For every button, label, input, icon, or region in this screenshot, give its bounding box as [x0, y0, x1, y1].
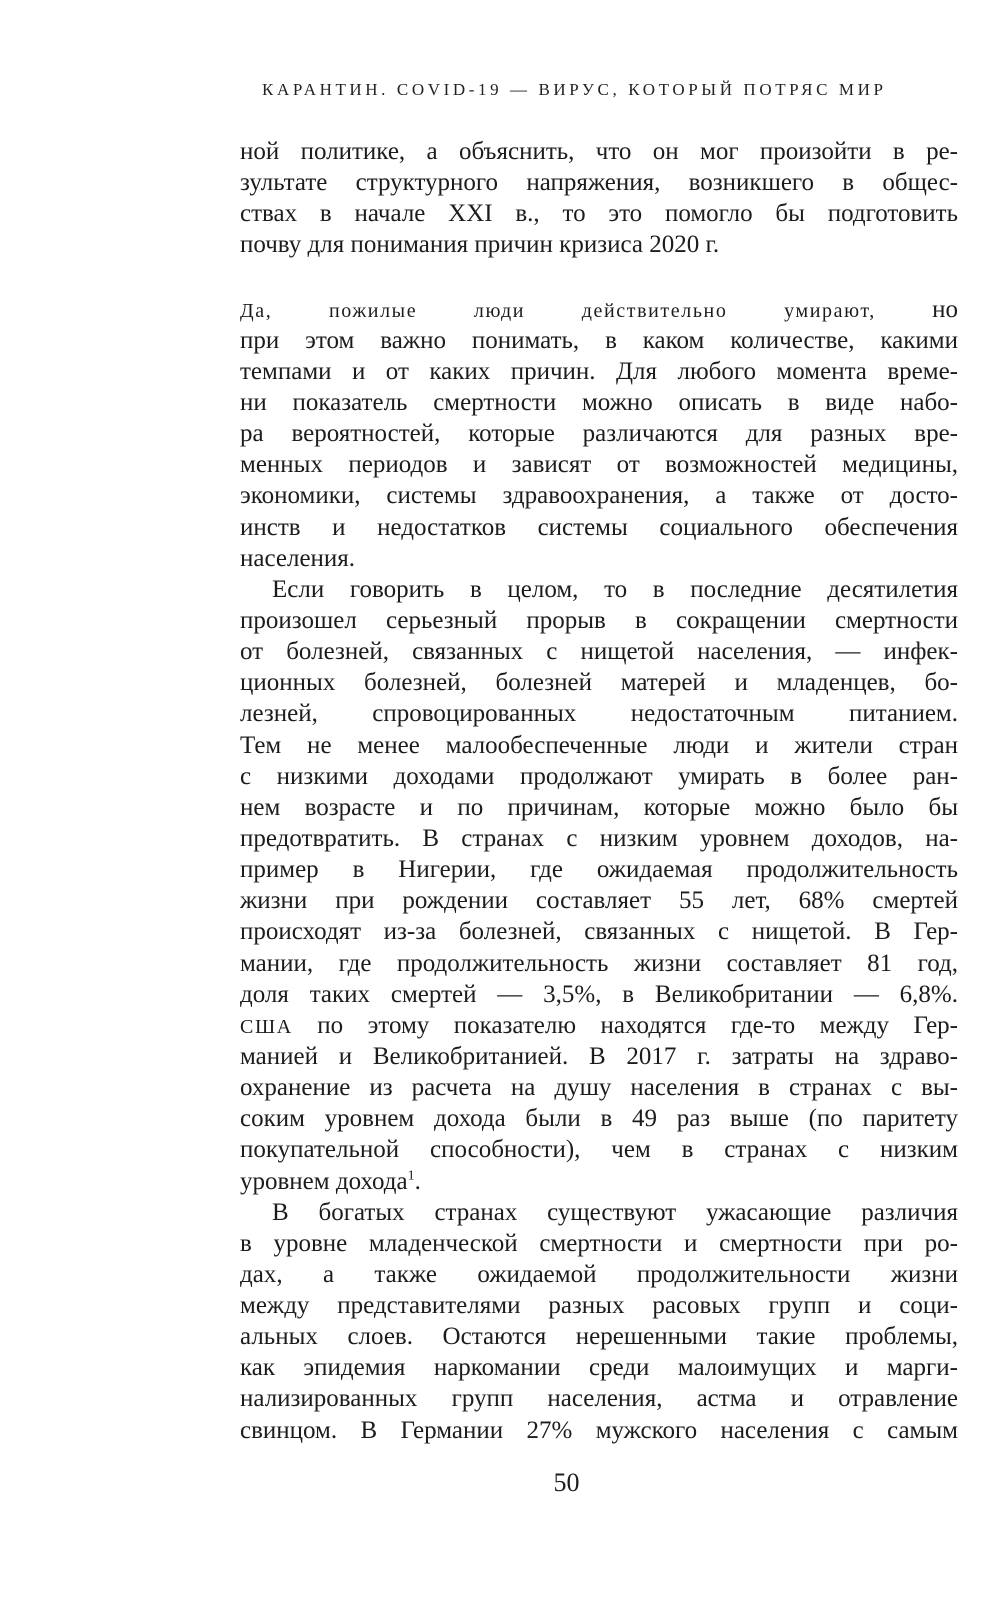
- text-line: произошел серьезный прорыв в сокращении смертности: [240, 606, 958, 634]
- running-header: [262, 80, 962, 100]
- text-line: доля таких смертей — 3,5%, в Великобритании — 6,8%.: [240, 980, 958, 1008]
- paragraph-4: [240, 1197, 958, 1446]
- text-line: нализированных групп населения, астма и отравление: [240, 1385, 958, 1413]
- text-line: населения.: [240, 544, 356, 572]
- text-line: от болезней, связанных с нищетой населения, — инфек-: [240, 638, 958, 666]
- text-line: [240, 1010, 958, 1041]
- section-gap: [240, 261, 958, 294]
- text-line: соким уровнем дохода были в 49 раз выше (по паритету: [240, 1105, 958, 1133]
- text-line: экономики, системы здравоохранения, а также от досто-: [240, 482, 958, 510]
- text-line: с низкими доходами продолжают умирать в более ран-: [240, 762, 958, 790]
- page-number: 50: [553, 1468, 580, 1497]
- usa-line-rest: по этому показателю находятся где-то между Гер-: [292, 1011, 958, 1039]
- lead-in-smallcaps: Да, пожилые люди действительно умирают,: [240, 299, 876, 322]
- text-line: жизни при рождении составляет 55 лет, 68% смертей: [240, 887, 958, 915]
- text-line: менных периодов и зависят от возможностей медицины,: [240, 451, 958, 479]
- text-line: происходят из-за болезней, связанных с нищетой. В Гер-: [240, 918, 958, 946]
- text-line: ционных болезней, болезней матерей и младенцев, бо-: [240, 669, 958, 697]
- text-line: как эпидемия наркомании среди малоимущих и марги-: [240, 1354, 958, 1382]
- text-line: Тем не менее малообеспеченные люди и жители стран: [240, 731, 958, 759]
- text-line: ни показатель смертности можно описать в виде набо-: [240, 388, 958, 416]
- text-line: ной политике, а объяснить, что он мог произойти в ре-: [240, 138, 958, 165]
- lead-in-rest: но: [875, 295, 958, 323]
- last-line-text: уровнем дохода: [240, 1167, 408, 1195]
- last-line-end: .: [414, 1167, 421, 1195]
- text-line: Если говорить в целом, то в последние десятилетия: [272, 575, 958, 603]
- text-line: предотвратить. В странах с низким уровнем доходов, на-: [240, 824, 958, 852]
- text-line: свинцом. В Германии 27% мужского населения с самым: [240, 1416, 958, 1444]
- text-line: дах, а также ожидаемой продолжительности жизни: [240, 1260, 958, 1288]
- text-line: В богатых странах существуют ужасающие различия: [272, 1198, 958, 1226]
- text-line: [240, 1166, 958, 1197]
- paragraph-2: [240, 294, 958, 574]
- text-line: ствах в начале XXI в., то это помогло бы подготовить: [240, 200, 958, 228]
- text-line: инств и недостатков системы социального обеспечения: [240, 513, 958, 541]
- text-line: пример в Нигерии, где ожидаемая продолжительность: [240, 856, 958, 884]
- text-line: мании, где продолжительность жизни составляет 81 год,: [240, 949, 958, 977]
- footnote-reference[interactable]: 1: [407, 1168, 415, 1184]
- paragraph-3: [240, 574, 958, 1197]
- text-line: при этом важно понимать, в каком количестве, какими: [240, 326, 958, 354]
- text-line: лезней, спровоцированных недостаточным питанием.: [240, 700, 958, 728]
- running-title: КАРАНТИН. COVID-19 — ВИРУС, КОТОРЫЙ ПОТРЯС МИР: [262, 80, 887, 99]
- text-line: альных слоев. Остаются нерешенными такие проблемы,: [240, 1323, 958, 1351]
- text-line: темпами и от каких причин. Для любого момента време-: [240, 357, 958, 385]
- text-line: манией и Великобританией. В 2017 г. затраты на здраво-: [240, 1042, 958, 1070]
- text-line: покупательной способности), чем в странах с низким: [240, 1136, 958, 1164]
- text-line: нем возрасте и по причинам, которые можно было бы: [240, 793, 958, 821]
- text-line: в уровне младенческой смертности и смертности при ро-: [240, 1229, 958, 1257]
- text-line: [240, 294, 958, 325]
- main-text: [240, 136, 958, 1446]
- text-line: зультате структурного напряжения, возникшего в общес-: [240, 169, 958, 197]
- text-line: почву для понимания причин кризиса 2020 г.: [240, 231, 720, 259]
- text-line: между представителями разных расовых групп и соци-: [240, 1292, 958, 1320]
- text-line: охранение из расчета на душу населения в странах с вы-: [240, 1074, 958, 1102]
- paragraph-1: [240, 136, 958, 261]
- text-line: ра вероятностей, которые различаются для разных вре-: [240, 420, 958, 448]
- usa-abbreviation: США: [240, 1015, 293, 1038]
